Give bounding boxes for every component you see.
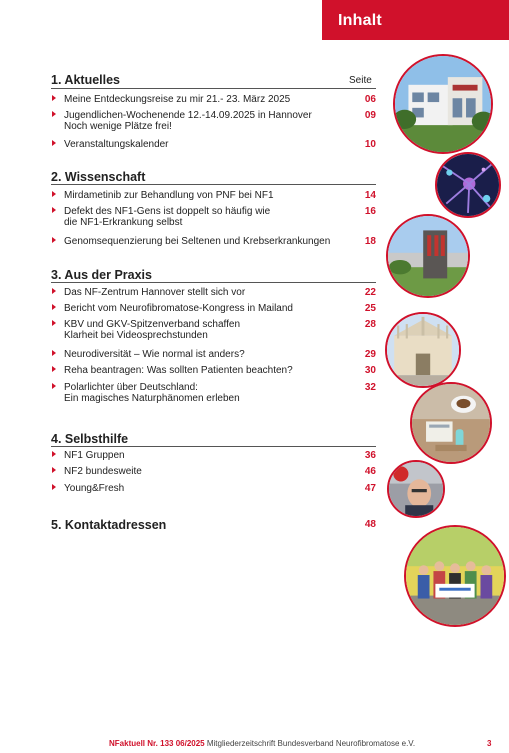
toc-entry-title-line2: die NF1-Erkrankung selbst: [64, 217, 183, 228]
neuron-photo: [435, 152, 501, 218]
toc-entry-title: Mirdametinib zur Behandlung von PNF bei NF1: [64, 190, 274, 201]
header-tab: [322, 0, 509, 40]
toc-entry-page: 16: [364, 206, 376, 217]
section-heading-aktuelles: 1. Aktuelles: [51, 73, 121, 87]
toc-entry-page: 06: [364, 94, 376, 105]
toc-entry-page: 18: [364, 236, 376, 247]
toc-entry-title-line2: Noch wenige Plätze frei!: [64, 121, 172, 132]
section-divider: [51, 282, 376, 283]
toc-entry-title: Polarlichter über Deutschland:: [64, 382, 198, 393]
section-heading-kontaktadressen[interactable]: 5. Kontaktadressen: [51, 518, 167, 532]
toc-entry-page: 09: [364, 110, 376, 121]
toc-entry-title: Reha beantragen: Was sollten Patienten beachten?: [64, 365, 293, 376]
toc-entry-page: 30: [364, 365, 376, 376]
toc-entry-title: Das NF-Zentrum Hannover stellt sich vor: [64, 287, 246, 298]
toc-entry-page: 28: [364, 319, 376, 330]
toc-entry-title: NF1 Gruppen: [64, 450, 125, 461]
bullet-arrow-icon: [52, 237, 56, 243]
page-title: Inhalt: [338, 12, 382, 29]
bullet-arrow-icon: [52, 140, 56, 146]
footer-issue: NFaktuell Nr. 133 06/2025: [109, 739, 205, 748]
toc-entry-page: 48: [364, 519, 376, 530]
toc-entry-title: Bericht vom Neurofibromatose-Kongress in Mailand: [64, 303, 293, 314]
section-heading-wissenschaft: 2. Wissenschaft: [51, 170, 146, 184]
bullet-arrow-icon: [52, 366, 56, 372]
bullet-arrow-icon: [52, 191, 56, 197]
coffee-table-photo: [410, 382, 492, 464]
section-heading-selbsthilfe: 4. Selbsthilfe: [51, 432, 129, 446]
toc-entry-page: 14: [364, 190, 376, 201]
bullet-arrow-icon: [52, 288, 56, 294]
toc-entry-page: 29: [364, 349, 376, 360]
bullet-arrow-icon: [52, 467, 56, 473]
bullet-arrow-icon: [52, 350, 56, 356]
bullet-arrow-icon: [52, 320, 56, 326]
bullet-arrow-icon: [52, 451, 56, 457]
bullet-arrow-icon: [52, 111, 56, 117]
toc-entry-title: Jugendlichen-Wochenende 12.-14.09.2025 in Hannover: [64, 110, 312, 121]
section-divider: [51, 88, 376, 89]
toc-entry-title: Meine Entdeckungsreise zu mir 21.- 23. März 2025: [64, 94, 291, 105]
section-divider: [51, 446, 376, 447]
footer-page-number: 3: [487, 739, 492, 748]
toc-entry-page: 22: [364, 287, 376, 298]
toc-entry-page: 32: [364, 382, 376, 393]
toc-entry-title: NF2 bundesweite: [64, 466, 142, 477]
toc-entry-title: Neurodiversität – Wie normal ist anders?: [64, 349, 245, 360]
bullet-arrow-icon: [52, 207, 56, 213]
toc-entry-title: Defekt des NF1-Gens ist doppelt so häufig wie: [64, 206, 271, 217]
toc-entry-page: 46: [364, 466, 376, 477]
toc-entry-title: Veranstaltungskalender: [64, 139, 169, 150]
page-column-label: Seite: [349, 75, 372, 86]
footer: [109, 739, 492, 748]
group-photo: [404, 525, 506, 627]
section-divider: [51, 184, 376, 185]
toc-entry-page: 47: [364, 483, 376, 494]
cathedral-photo: [385, 312, 461, 388]
toc-entry-title: Genomsequenzierung bei Seltenen und Krebserkrankungen: [64, 236, 331, 247]
building-photo: [393, 54, 493, 154]
bullet-arrow-icon: [52, 304, 56, 310]
toc-entry-page: 36: [364, 450, 376, 461]
toc-entry-page: 10: [364, 139, 376, 150]
sculpture-photo: [386, 214, 470, 298]
toc-entry-page: 25: [364, 303, 376, 314]
toc-entry-title-line2: Klarheit bei Videosprechstunden: [64, 330, 208, 341]
toc-entry-title: Young&Fresh: [64, 483, 125, 494]
bullet-arrow-icon: [52, 484, 56, 490]
toc-entry-title-line2: Ein magisches Naturphänomen erleben: [64, 393, 240, 404]
toc-entry-title: KBV und GKV-Spitzenverband schaffen: [64, 319, 241, 330]
footer-publisher: Mitgliederzeitschrift Bundesverband Neurofibromatose e.V.: [206, 739, 416, 748]
bullet-arrow-icon: [52, 95, 56, 101]
section-heading-aus-der-praxis: 3. Aus der Praxis: [51, 268, 152, 282]
bullet-arrow-icon: [52, 383, 56, 389]
person-selfie-photo: [387, 460, 445, 518]
